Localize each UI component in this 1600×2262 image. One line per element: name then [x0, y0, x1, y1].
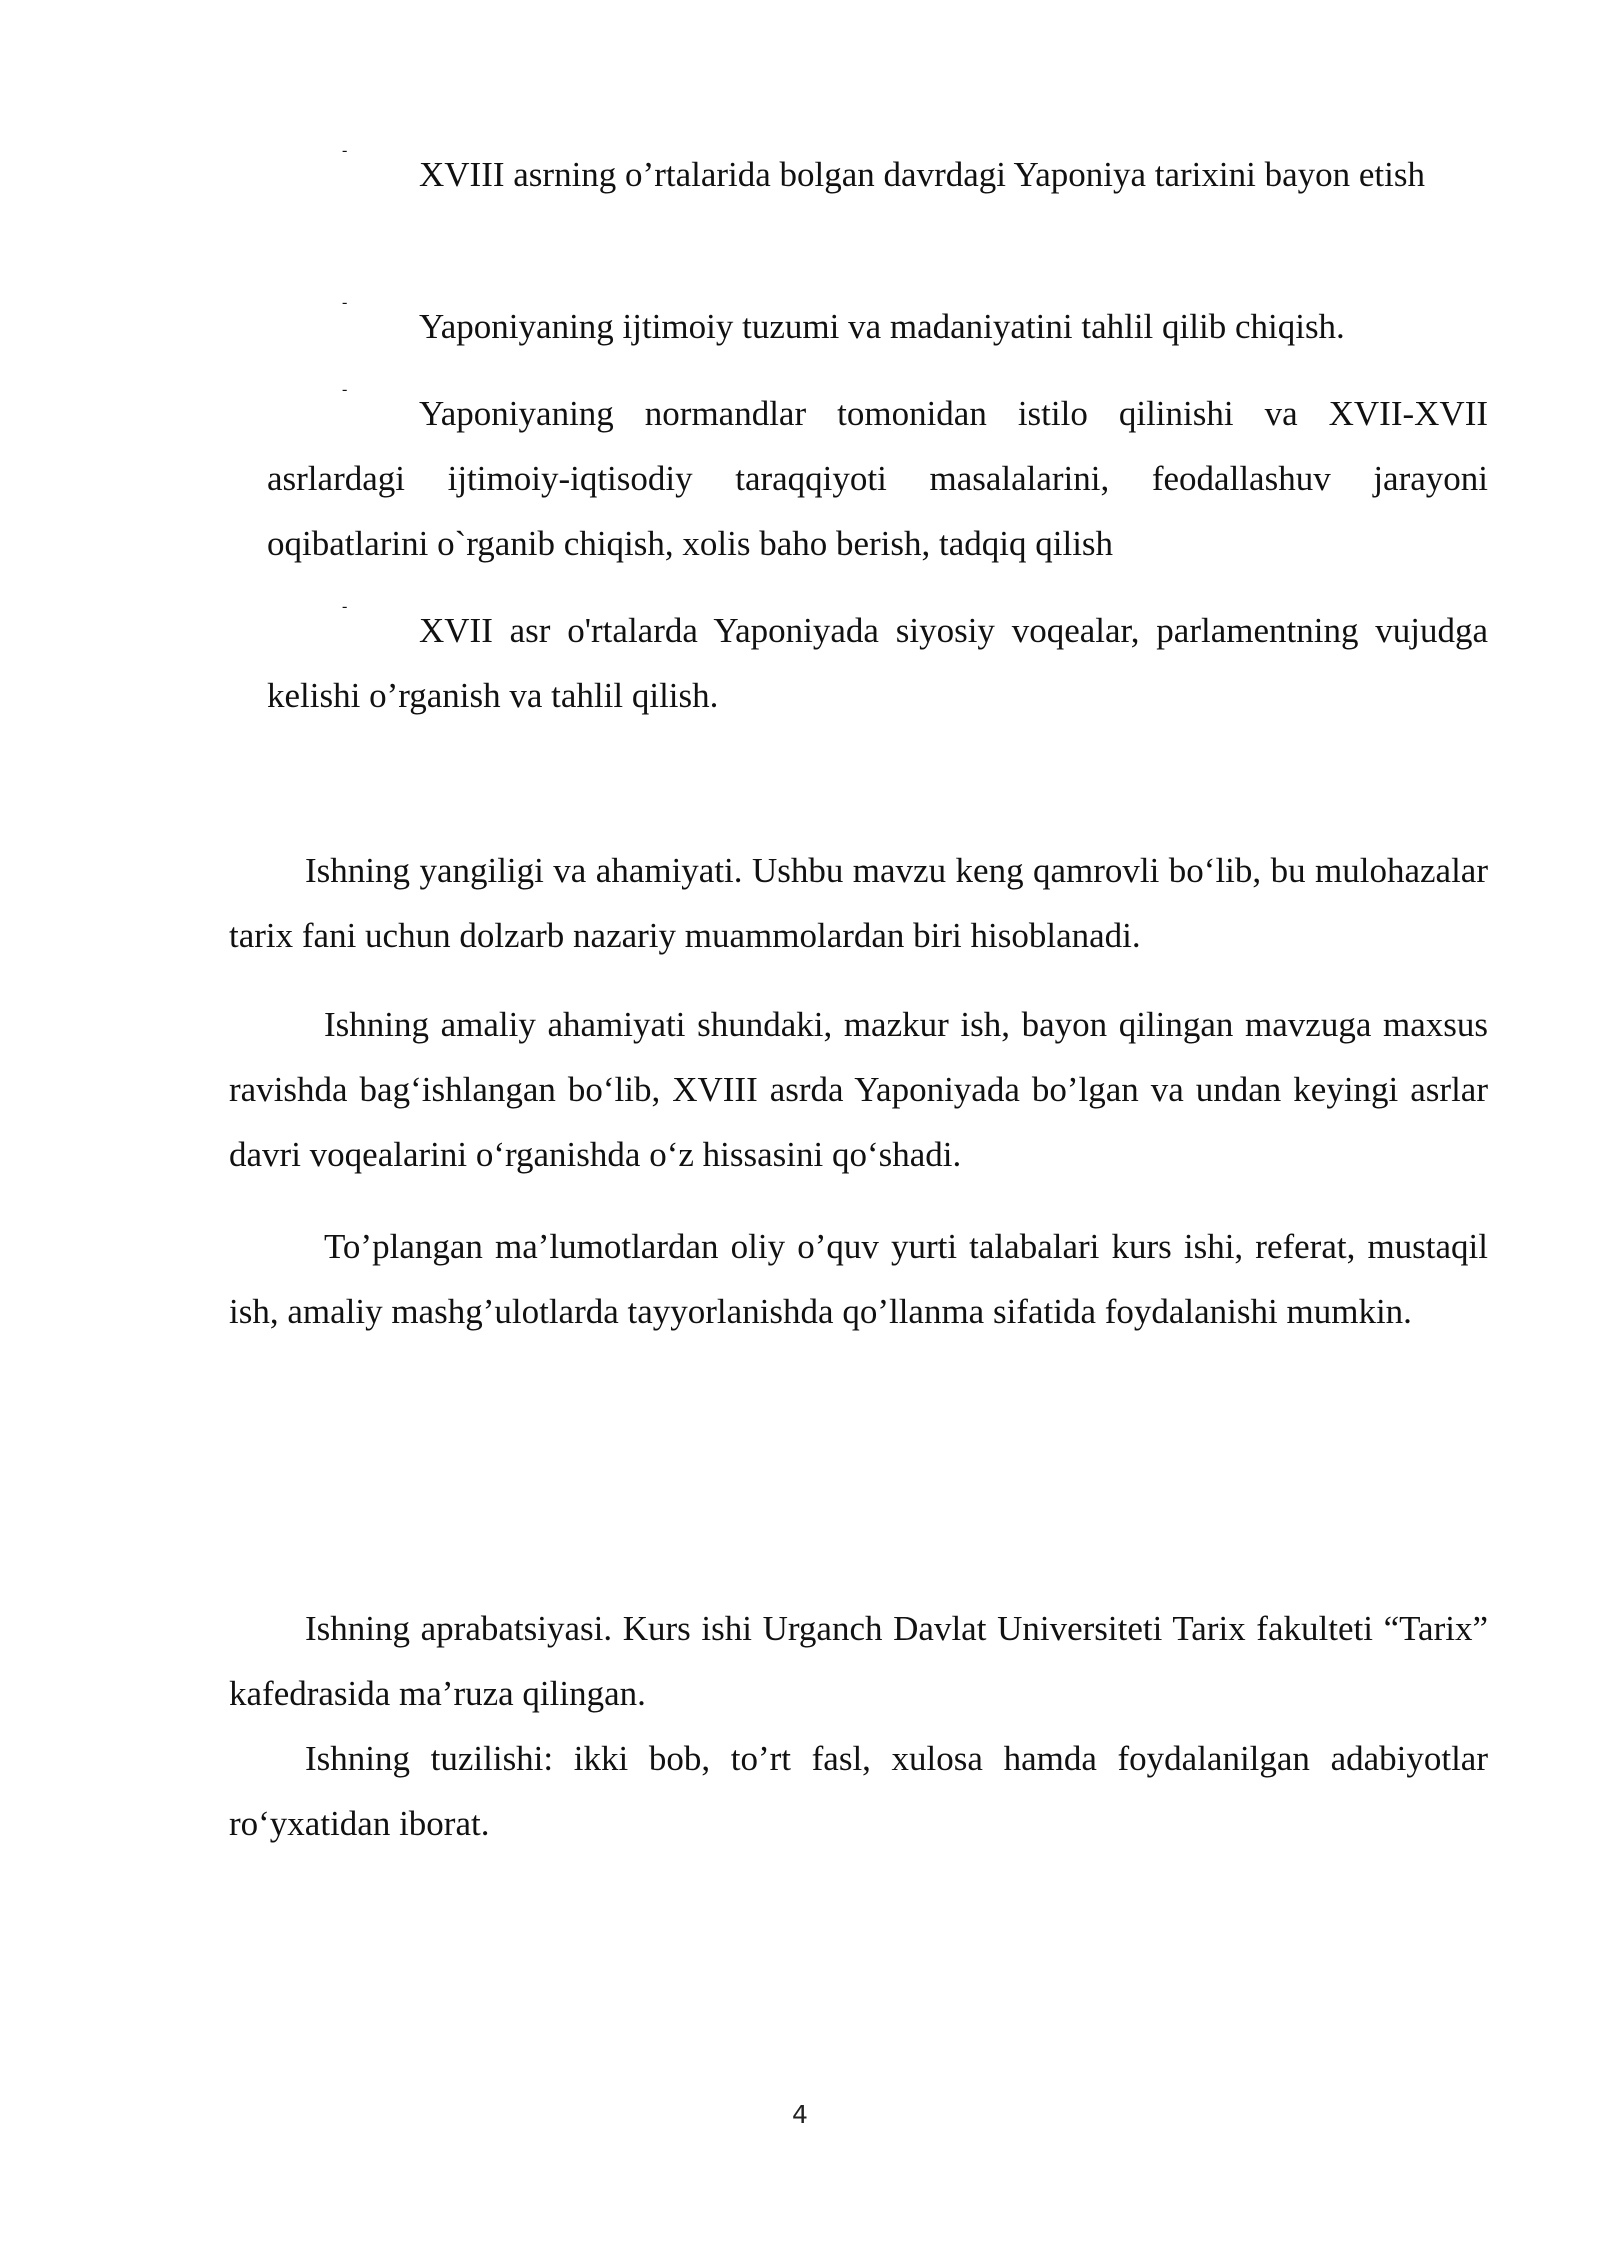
page-number: 4	[792, 2100, 808, 2129]
bullet-item	[267, 381, 1488, 576]
bullet-text: XVII asr o'rtalarda Yaponiyada siyosiy voqealar, parlamentning vujudga kelishi o’rganish va tahlil qilish.	[267, 611, 1488, 715]
paragraph: To’plangan ma’lumotlardan oliy o’quv yurti talabalari kurs ishi, referat, mustaqil ish, amaliy mashg’ulotlarda tayyorlanishda qo’llanma sifatida foydalanishi mumkin.	[229, 1227, 1488, 1331]
bullet-item	[267, 598, 1488, 728]
paragraph: Ishning amaliy ahamiyati shundaki, mazkur ish, bayon qilingan mavzuga maxsus ravishda bag‘ishlangan bo‘lib, XVIII asrda Yaponiyada bo’lgan va undan keyingi asrlar davri voqealarini o‘rganishda o‘z hissasini qo‘shadi.	[229, 1005, 1488, 1174]
paragraph: Ishning tuzilishi: ikki bob, to’rt fasl, xulosa hamda foydalanilgan adabiyotlar ro‘yxatidan iborat.	[229, 1739, 1488, 1843]
bullet-text: Yaponiyaning ijtimoiy tuzumi va madaniyatini tahlil qilib chiqish.	[419, 307, 1345, 346]
bullet-dash: -	[342, 598, 348, 615]
paragraph: Ishning yangiligi va ahamiyati. Ushbu mavzu keng qamrovli bo‘lib, bu mulohazalar tarix fani uchun dolzarb nazariy muammolardan biri hisoblanadi.	[229, 851, 1488, 955]
bullet-item	[267, 142, 1488, 207]
bullet-dash: -	[342, 294, 348, 311]
bullet-text: XVIII asrning o’rtalarida bolgan davrdagi Yaponiya tarixini bayon etish	[419, 155, 1425, 194]
paragraph: Ishning aprabatsiyasi. Kurs ishi Urganch Davlat Universiteti Tarix fakulteti “Tarix” kafedrasida ma’ruza qilingan.	[229, 1609, 1488, 1713]
bullet-dash: -	[342, 381, 348, 398]
bullet-item	[267, 294, 1488, 359]
bullet-text: Yaponiyaning normandlar tomonidan istilo qilinishi va XVII-XVII asrlardagi ijtimoiy-iqtisodiy taraqqiyoti masalalarini, feodallashuv jarayoni oqibatlarini o`rganib chiqish, xolis baho berish, tadqiq qilish	[267, 394, 1488, 563]
bullet-dash: -	[342, 142, 348, 159]
